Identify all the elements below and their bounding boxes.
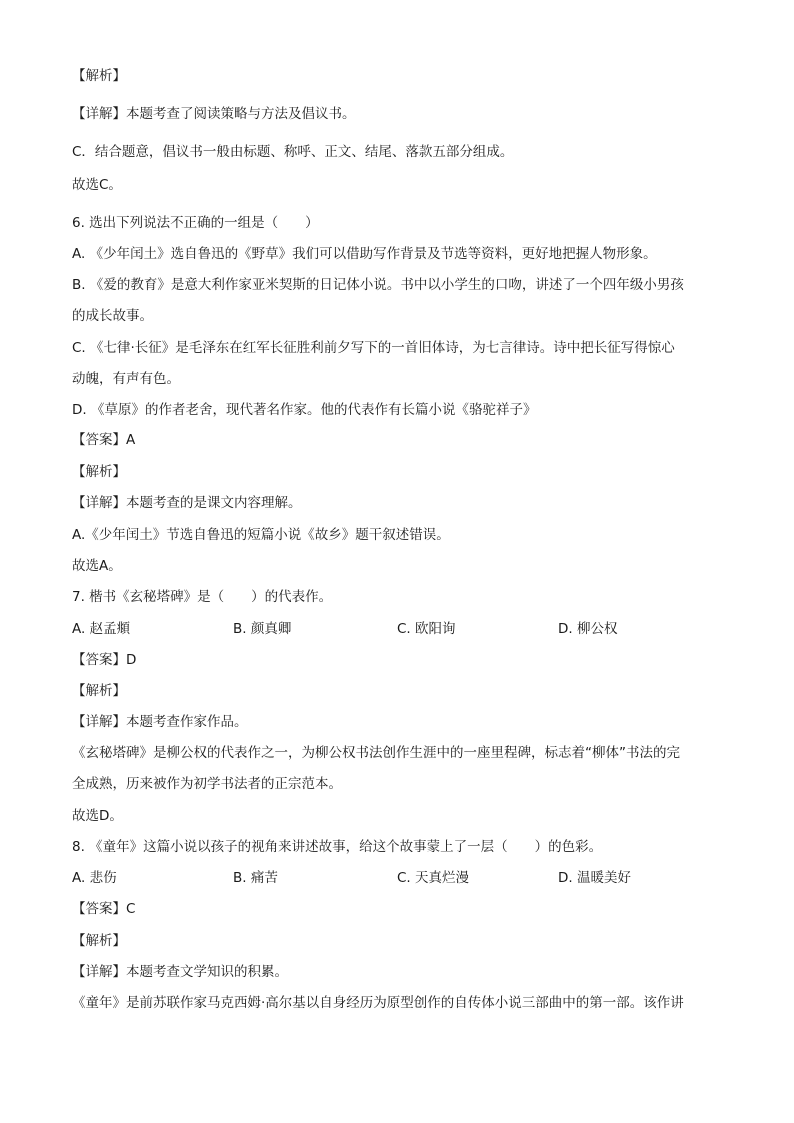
q8-detail: 【详解】本题考查文学知识的积累。 xyxy=(72,964,288,980)
analysis-heading: 【解析】 xyxy=(72,68,126,84)
q7-option-c: C. 欧阳询 xyxy=(397,621,456,637)
q6-answer: 【答案】A xyxy=(72,432,136,448)
q7-answer: 【答案】D xyxy=(72,652,137,668)
q6-conclusion: 故选A。 xyxy=(72,558,122,574)
question-6: 6. 选出下列说法不正确的一组是（ ） xyxy=(72,215,319,231)
q6-option-b-cont: 的成长故事。 xyxy=(72,308,153,324)
detail-text: 【详解】本题考查了阅读策略与方法及倡议书。 xyxy=(72,106,356,122)
q8-option-b: B. 痛苦 xyxy=(233,870,278,886)
conclusion-text: 故选C。 xyxy=(72,177,122,193)
q8-answer: 【答案】C xyxy=(72,901,136,917)
q7-analysis-heading: 【解析】 xyxy=(72,683,126,699)
q8-option-d: D. 温暖美好 xyxy=(558,870,631,886)
q8-option-c: C. 天真烂漫 xyxy=(397,870,470,886)
q8-analysis-heading: 【解析】 xyxy=(72,933,126,949)
q7-explanation-cont: 全成熟，历来被作为初学书法者的正宗范本。 xyxy=(72,776,342,792)
explanation-text: C．结合题意，倡议书一般由标题、称呼、正文、结尾、落款五部分组成。 xyxy=(72,144,514,160)
q6-analysis-heading: 【解析】 xyxy=(72,464,126,480)
q8-options xyxy=(72,868,732,888)
q7-conclusion: 故选D。 xyxy=(72,808,123,824)
q7-option-a: A. 赵孟頫 xyxy=(72,621,131,637)
q7-detail: 【详解】本题考查作家作品。 xyxy=(72,714,248,730)
q6-option-d: D. 《草原》的作者老舍，现代著名作家。他的代表作有长篇小说《骆驼祥子》 xyxy=(72,402,537,418)
q6-option-a: A. 《少年闰土》选自鲁迅的《野草》我们可以借助写作背景及节选等资料，更好地把握人物形象。 xyxy=(72,246,657,262)
q6-detail: 【详解】本题考查的是课文内容理解。 xyxy=(72,495,302,511)
q8-explanation: 《童年》是前苏联作家马克西姆·高尔基以自身经历为原型创作的自传体小说三部曲中的第一部。该作讲 xyxy=(72,995,684,1011)
q7-options xyxy=(72,619,732,639)
q7-explanation: 《玄秘塔碑》是柳公权的代表作之一，为柳公权书法创作生涯中的一座里程碑，标志着“柳体”书法的完 xyxy=(72,745,680,761)
q7-option-d: D. 柳公权 xyxy=(558,621,618,637)
q7-option-b: B. 颜真卿 xyxy=(233,621,292,637)
question-8: 8. 《童年》这篇小说以孩子的视角来讲述故事，给这个故事蒙上了一层（ ）的色彩。 xyxy=(72,839,603,855)
q8-option-a: A. 悲伤 xyxy=(72,870,117,886)
q6-explanation: A.《少年闰土》节选自鲁迅的短篇小说《故乡》题干叙述错误。 xyxy=(72,527,450,543)
q6-option-b: B. 《爱的教育》是意大利作家亚米契斯的日记体小说。书中以小学生的口吻，讲述了一个四年级小男孩 xyxy=(72,277,684,293)
q6-option-c: C. 《七律·长征》是毛泽东在红军长征胜利前夕写下的一首旧体诗，为七言律诗。诗中把长征写得惊心 xyxy=(72,340,675,356)
question-7: 7. 楷书《玄秘塔碑》是（ ）的代表作。 xyxy=(72,589,333,605)
q6-option-c-cont: 动魄，有声有色。 xyxy=(72,371,180,387)
